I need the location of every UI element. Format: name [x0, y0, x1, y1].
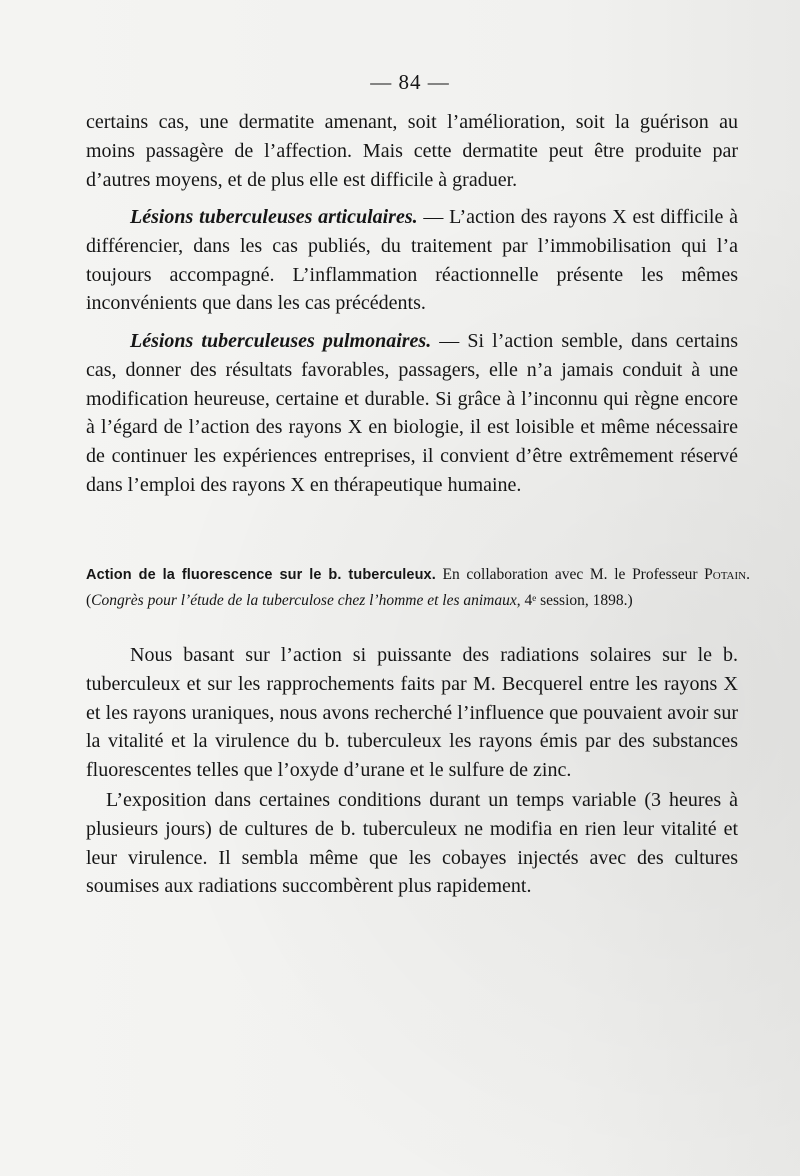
paragraph-pulmonaires	[86, 327, 738, 500]
paragraph-fluorescence	[86, 641, 738, 785]
publication-reference	[86, 562, 750, 614]
paragraph-exposition	[86, 786, 738, 901]
paragraph-dermatite	[86, 108, 738, 194]
reference-text: En collaboration avec M. le Professeur	[435, 566, 705, 583]
paragraph-text: — Si l’action semble, dans certains cas, donner des résultats favorables, passagers, elle n’a jamais conduit à une modification heureuse, certaine et durable. Si grâce à l’inconnu qui règne encore à l’égard de l’action des rayons X en biologie, il est loisible et même nécessaire de continuer les expériences entreprises, il convient d’être extrêmement réservé dans l’emploi des rayons X en thérapeutique humaine.	[86, 330, 738, 496]
publication-title: Action de la fluorescence sur le b. tuberculeux.	[86, 567, 436, 583]
reference-text: , 4ᵉ session, 1898.)	[516, 592, 633, 609]
paragraph-text: Nous basant sur l’action si puissante des radiations solaires sur le b. tuberculeux et sur les rapprochements faits par M. Becquerel entre les rayons X et les rayons uraniques, nous avons recherché l’influence que pouvaient avoir sur la vitalité et la virulence du b. tuberculeux les rayons émis par des substances fluorescentes telles que l’oxyde d’urane et le sulfure de zinc.	[86, 644, 738, 782]
paragraph-articulaires	[86, 203, 738, 318]
reference-author: Potain	[704, 566, 747, 583]
section-heading-articulaires: Lésions tuberculeuses articulaires.	[130, 206, 418, 228]
section-heading-pulmonaires: Lésions tuberculeuses pulmonaires.	[130, 330, 432, 352]
paragraph-text: — L’action des rayons X est difficile à différencier, dans les cas publiés, du traitement par l’immobilisation qui l’a toujours accompagné. L’inflammation réactionnelle présente les mêmes inconvénients que dans les cas précédents.	[86, 206, 738, 315]
reference-source: Congrès pour l’étude de la tuberculose chez l’homme et les animaux	[91, 592, 517, 609]
paragraph-text: L’exposition dans certaines conditions durant un temps variable (3 heures à plusieurs jours) de cultures de b. tuberculeux ne modifia en rien leur vitalité et leur virulence. Il sembla même que les cobayes injectés avec des cultures soumises aux radiations succombèrent plus rapidement.	[86, 789, 738, 898]
page-number: — 84 —	[370, 70, 450, 94]
paragraph-text: certains cas, une dermatite amenant, soit l’amélioration, soit la guérison au moins passagère de l’affection. Mais cette dermatite peut être produite par d’autres moyens, et de plus elle est difficile à graduer.	[86, 111, 738, 191]
reference-text: . (	[86, 566, 750, 609]
